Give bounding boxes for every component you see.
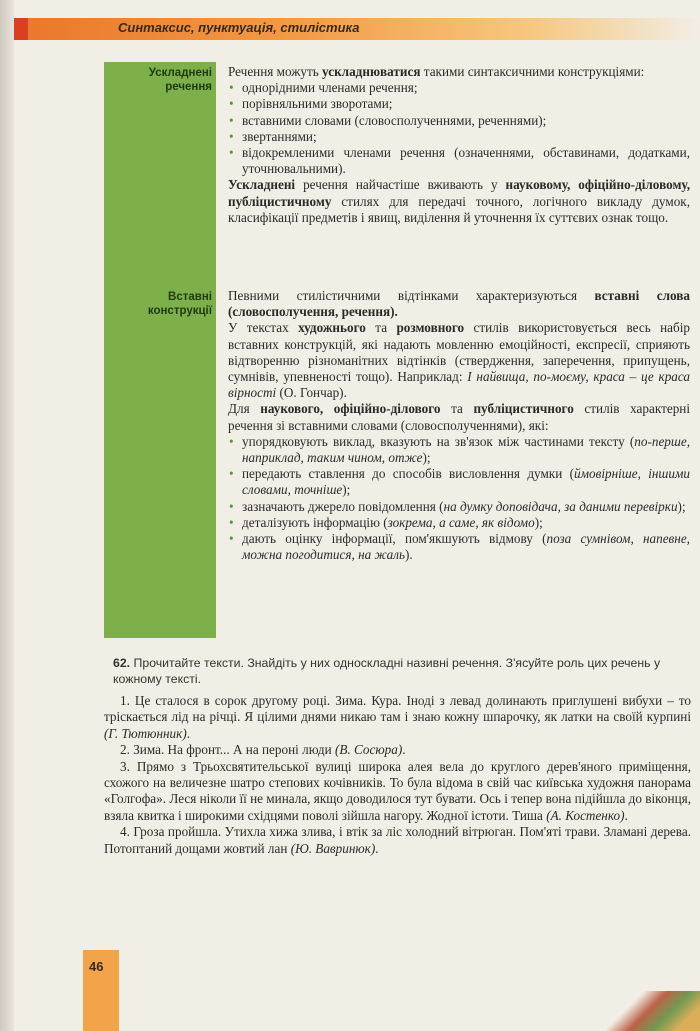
list-item: • звертаннями;	[228, 129, 690, 145]
theory-sidebar	[104, 62, 216, 638]
header-marker	[14, 18, 28, 40]
corner-decoration	[580, 991, 700, 1031]
text-paragraph: 1. Це сталося в сорок другому році. Зима. Кура. Іноді з левад долинають приглушені вибухи – то тріскається лід на річці. Я цілими днями никаю там і знаю кожну шпарочку, як латки на своїй курпині (Г. Тютюнник).	[104, 693, 691, 741]
exercise-instruction: Прочитайте тексти. Знайдіть у них односкладні називні речення. З'ясуйте роль цих речень у кожному тексті.	[113, 656, 661, 686]
inserted-p1: Певними стилістичними відтінками характеризуються вставні слова (словосполучення, речення).	[228, 288, 690, 320]
list-item: • упорядковують виклад, вказують на зв'язок між частинами тексту (по-перше, наприклад, таким чином, отже);	[228, 434, 690, 466]
list-item: • однорідними членами речення;	[228, 80, 690, 96]
inserted-p3: Для наукового, офіційно-ділового та публіцистичного стилів характерні речення зі вставними словами (словосполученнями), які:	[228, 401, 691, 433]
text-paragraph: 3. Прямо з Трьохсвятительської вулиці широка алея вела до круглого дерев'яного приміщення, схожого на величезне шатро степових кочівників. То була відома в свій час київська художня панорама «Голгофа». Леся ніколи її не минала, якщо доводилося тут бувати. Ось і тепер вона підійшла до віконця, взяла квитка і широкими східцями поволі зійшла нагору. Жодної істоти. Тиша (А. Костенко).	[104, 758, 691, 823]
list-item: • вставними словами (словосполученнями, реченнями);	[228, 113, 690, 129]
list-item: • деталізують інформацію (зокрема, а саме, як відомо);	[228, 515, 690, 531]
label-complicated-sentences: Ускладнені речення	[148, 67, 212, 93]
list-item: • передають ставлення до способів висловлення думки (ймовірніше, іншими словами, точніше);	[228, 466, 690, 498]
label-inserted-constructions: Вставні конструкції	[147, 291, 212, 317]
list-item: • дають оцінку інформації, пом'якшують відмову (поза сумнівом, напевне, можна погодитися, на жаль).	[228, 531, 690, 563]
inserted-p2: У текстах художнього та розмовного стилів використовується весь набір вставних конструкцій, які надають мовленню емоційності, експресії, сприяють відтворенню різноманітних відтінків (ствердження, заперечення, припущень, сумнівів, упевненості тощо). Наприклад: І найвища, по-моєму, краса – це краса вірності (О. Гончар).	[228, 320, 691, 401]
exercise-task	[113, 655, 691, 687]
text-paragraph: 4. Гроза пройшла. Утихла хижа злива, і втік за ліс холодний вітрюган. Пом'яті трави. Зламані дерева. Потоптаний дощами жовтий лан (Ю. Вавринюк).	[104, 824, 691, 856]
theory-usage: Ускладнені речення найчастіше вживають у науковому, офіційно-діловому, публіцистичному стилях для передачі точного, логічного викладу думок, класифікації предметів і явищ, виділення й уточнення їх суттєвих ознак тощо.	[228, 177, 690, 225]
exercise-texts	[104, 693, 691, 857]
page-binding	[0, 0, 14, 1031]
text-paragraph: 2. Зима. На фронт... А на пероні люди (В. Сосюра).	[120, 742, 406, 758]
list-item: • зазначають джерело повідомлення (на думку доповідача, за даними перевірки);	[228, 499, 690, 515]
theory-inserted-block	[228, 288, 690, 563]
list-item: • відокремленими членами речення (означеннями, обставинами, додатками, уточнювальними).	[228, 145, 690, 177]
exercise-number: 62.	[113, 656, 131, 670]
list-item: • порівняльними зворотами;	[228, 96, 690, 112]
theory-complicated-block	[228, 64, 690, 226]
theory-intro: Речення можуть ускладнюватися такими синтаксичними конструкціями:	[228, 64, 645, 79]
section-header	[14, 18, 700, 40]
page-number: 46	[89, 959, 104, 974]
section-title: Синтаксис, пунктуація, стилістика	[118, 20, 360, 35]
